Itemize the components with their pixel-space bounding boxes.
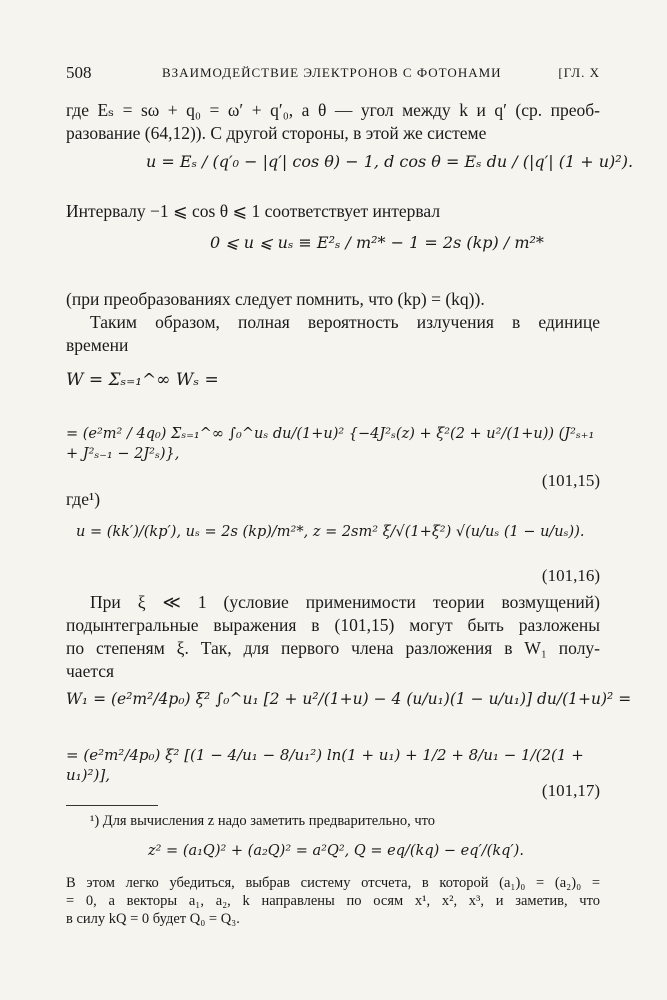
footnote-line: в силу kQ = 0 будет Q₀ = Q₃.: [66, 911, 240, 927]
chapter-label: [ГЛ. X: [558, 65, 600, 80]
footnote-line: = 0, а векторы a₁, a₂, k направлены по осям x¹, x², x³, и заметив, что: [66, 893, 600, 909]
equation-W1-result: = (e²m²/4p₀) ξ² [(1 − 4/u₁ − 8/u₁²) ln(1 + u₁) + 1/2 + 8/u₁ − 1/(2(1 + u₁)²)],: [66, 746, 584, 784]
equation-interval: 0 ⩽ u ⩽ uₛ ≡ E²ₛ / m²* − 1 = 2s (kp) / m²*: [210, 233, 544, 252]
equation-definitions: u = (kk′)/(kp′), uₛ = 2s (kp)/m²*, z = 2sm² ξ/√(1+ξ²) √(u/uₛ (1 − u/uₛ)).: [76, 524, 585, 540]
text-line: чается: [66, 661, 115, 681]
text-line: по степеням ξ. Так, для первого члена разложения в W₁ полу-: [66, 638, 600, 658]
text-line: Таким образом, полная вероятность излучения в единице: [90, 312, 600, 332]
equation-number: (101,15): [541, 471, 600, 490]
equation-u: u = Eₛ / (q′₀ − |q′| cos θ) − 1, d cos θ = Eₛ du / (|q′| (1 + u)²).: [146, 152, 634, 171]
text-line: подынтегральные выражения в (101,15) могут быть разложены: [66, 615, 600, 635]
text-line: где Eₛ = sω + q₀ = ω′ + q′₀, а θ — угол между k и q′ (ср. преоб-: [66, 100, 600, 120]
text-line: где¹): [66, 489, 101, 509]
equation-W: W = Σₛ₌₁^∞ Wₛ =: [66, 370, 219, 390]
text-line: При ξ ≪ 1 (условие применимости теории возмущений): [90, 592, 600, 612]
equation-number: (101,16): [541, 566, 600, 585]
text-line: (при преобразованиях следует помнить, что (kp) = (kq)).: [66, 289, 485, 309]
page-header: [66, 63, 600, 85]
footnote-equation: z² = (a₁Q)² + (a₂Q)² = a²Q², Q = eq/(kq) − eq′/(kq′).: [148, 843, 524, 859]
footnote-line: ¹) Для вычисления z надо заметить предварительно, что: [90, 813, 436, 829]
footnote-rule: [66, 805, 158, 806]
text-line: времени: [66, 335, 129, 355]
running-title: ВЗАИМОДЕЙСТВИЕ ЭЛЕКТРОНОВ С ФОТОНАМИ: [162, 65, 502, 80]
equation-W1-integral: W₁ = (e²m²/4p₀) ξ² ∫₀^u₁ [2 + u²/(1+u) − 4 (u/u₁)(1 − u/u₁)] du/(1+u)² =: [66, 690, 632, 708]
page-number: 508: [66, 63, 92, 82]
equation-W-expansion: = (e²m² / 4q₀) Σₛ₌₁^∞ ∫₀^uₛ du/(1+u)² {−4J²ₛ(z) + ξ²(2 + u²/(1+u)) (J²ₛ₊₁ + J²ₛ₋₁ − 2J²ₛ)},: [66, 426, 595, 462]
equation-number: (101,17): [541, 781, 600, 800]
footnote-line: В этом легко убедиться, выбрав систему отсчета, в которой (a₁)₀ = (a₂)₀ =: [66, 875, 600, 891]
text-line: Интервалу −1 ⩽ cos θ ⩽ 1 соответствует интервал: [66, 201, 441, 221]
text-line: разование (64,12)). С другой стороны, в этой же системе: [66, 123, 487, 143]
